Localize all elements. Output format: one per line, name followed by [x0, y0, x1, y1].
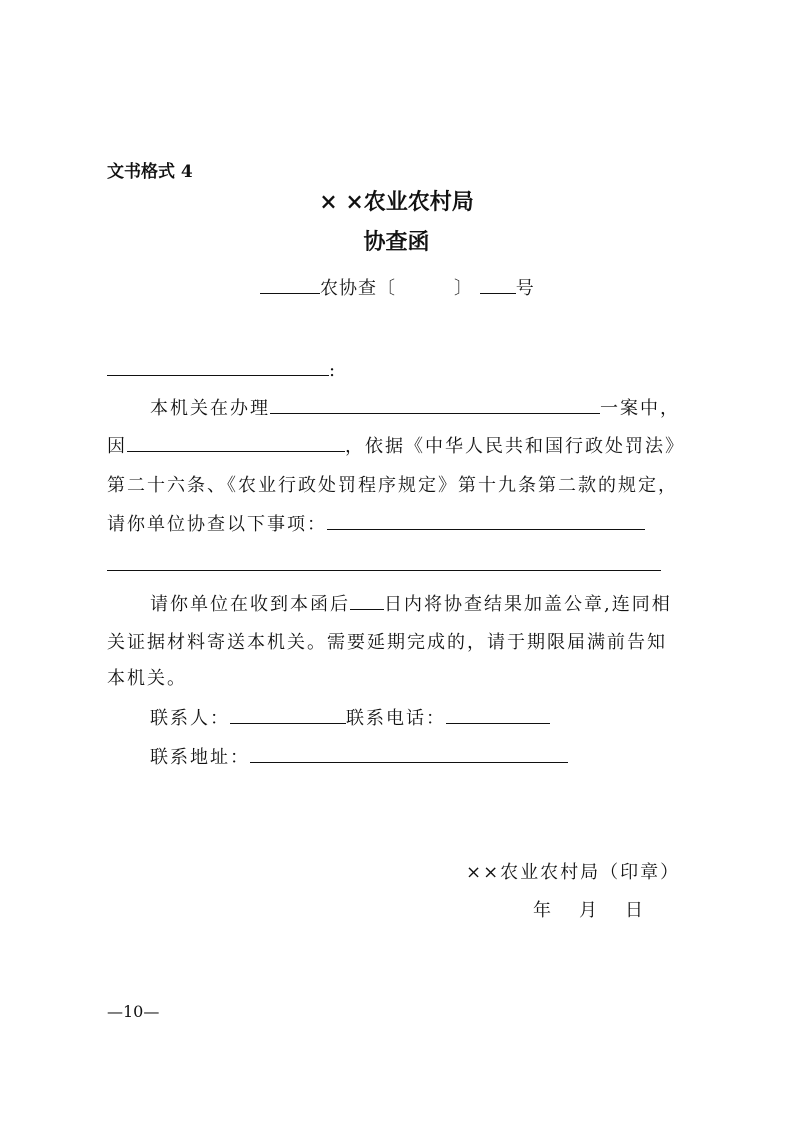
doc-number-serial-blank[interactable] [480, 275, 516, 294]
contact-line [150, 704, 550, 730]
para1-line4-prefix: 请你单位协查以下事项： [107, 514, 327, 535]
para1-line2-prefix: 因 [107, 436, 127, 457]
para1-line2-suffix: ，依据《中华人民共和国行政处罚法》 [345, 436, 685, 457]
doc-number-middle: 农协查〔 [320, 278, 396, 299]
case-name-blank[interactable] [270, 395, 600, 414]
contact-phone-blank[interactable] [446, 705, 550, 724]
reason-blank[interactable] [127, 433, 345, 452]
para2-line3: 本机关。 [107, 668, 187, 689]
contact-phone-label: 联系电话： [346, 708, 446, 729]
para2-suffix: 日内将协查结果加盖公章,连同相 [384, 594, 672, 615]
contact-address-blank[interactable] [250, 744, 568, 763]
page-number: —10— [107, 1002, 160, 1021]
format-label: 文书格式 4 [107, 162, 193, 182]
para1-suffix: 一案中， [600, 398, 680, 419]
contact-person-label: 联系人： [150, 708, 230, 729]
doc-title: 协查函 [363, 229, 430, 255]
signature: ××农业农村局（印章） [466, 862, 681, 883]
days-blank[interactable] [350, 591, 384, 610]
para1-prefix: 本机关在办理 [150, 398, 270, 419]
doc-number-close: 〕 [454, 278, 473, 299]
doc-number [260, 274, 535, 300]
para1-line4 [107, 510, 645, 536]
recipient-blank[interactable] [107, 357, 329, 376]
para1-line2 [107, 432, 685, 458]
recipient-line [107, 357, 337, 381]
para2-prefix: 请你单位在收到本函后 [150, 594, 350, 615]
org-name: × ×农业农村局 [319, 189, 474, 215]
address-line [150, 743, 568, 769]
para2-line1 [150, 590, 672, 616]
contact-person-blank[interactable] [230, 705, 346, 724]
date-day: 日 [625, 900, 643, 921]
doc-number-prefix-blank[interactable] [260, 275, 320, 294]
matters-blank[interactable] [327, 511, 645, 530]
date-month: 月 [579, 900, 597, 921]
para1-line3: 第二十六条、《农业行政处罚程序规定》第十九条第二款的规定， [107, 475, 678, 496]
date-line [533, 896, 643, 922]
date-year: 年 [533, 900, 551, 921]
para1-line1 [150, 394, 680, 420]
matters-blank-line2[interactable] [107, 552, 661, 575]
doc-number-suffix: 号 [515, 278, 535, 299]
para2-line2: 关证据材料寄送本机关。需要延期完成的，请于期限届满前告知 [107, 632, 667, 653]
contact-address-label: 联系地址： [150, 747, 250, 768]
recipient-colon: : [329, 360, 338, 381]
